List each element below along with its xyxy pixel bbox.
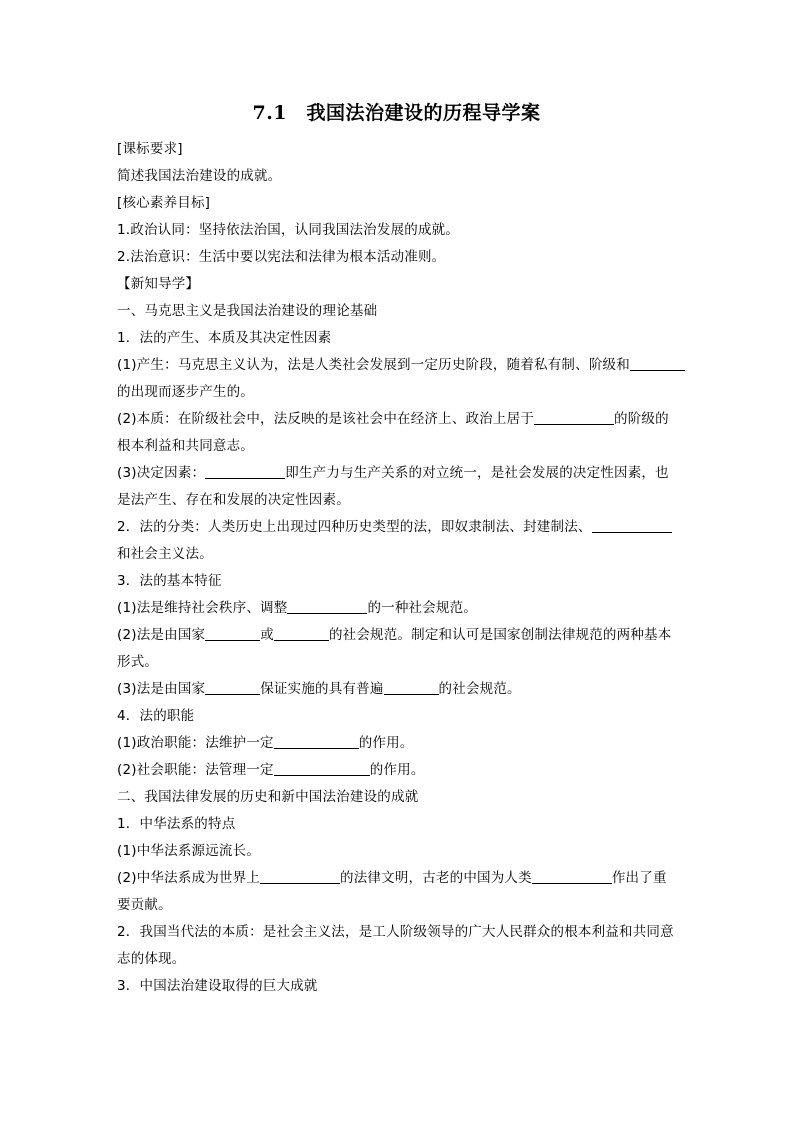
part1-q3b-line2: 形式。 — [117, 654, 159, 670]
p2q1b-text-mid2: 作出了重 — [611, 870, 667, 886]
part1-q1a-line1 — [117, 352, 679, 379]
part1-q1c-line2: 是法产生、存在和发展的决定性因素。 — [117, 492, 350, 508]
fill-blank[interactable] — [274, 625, 329, 641]
part1-q3c — [117, 676, 679, 703]
part2-q3: 3．中国法治建设取得的巨大成就 — [117, 978, 318, 994]
core-literacy-item-2: 2.法治意识：生活中要以宪法和法律为根本活动准则。 — [117, 249, 446, 265]
p2q1b-text-pre: (2)中华法系成为世界上 — [117, 870, 261, 886]
fill-blank[interactable] — [205, 463, 285, 479]
curriculum-text: 简述我国法治建设的成就。 — [117, 168, 282, 184]
fill-blank[interactable] — [534, 409, 614, 425]
part2-q1: 1．中华法系的特点 — [117, 816, 236, 832]
core-literacy-item-1: 1.政治认同：坚持依法治国，认同我国法治发展的成就。 — [117, 222, 460, 238]
q3c-text-mid: 保证实施的具有普遍 — [260, 681, 384, 697]
fill-blank[interactable] — [287, 598, 367, 614]
q4b-text-pre: (2)社会职能：法管理一定 — [117, 762, 274, 778]
q3b-text-mid2: 的社会规范。制定和认可是国家创制法律规范的两种基本 — [328, 627, 672, 643]
page-title: 7.1 我国法治建设的历程导学案 — [252, 102, 541, 124]
part1-q1: 1．法的产生、本质及其决定性因素 — [117, 330, 332, 346]
part1-q3: 3．法的基本特征 — [117, 573, 222, 589]
fill-blank[interactable] — [592, 517, 672, 533]
q1c-text-pre: (3)决定因素： — [117, 465, 206, 481]
q3a-text-pre: (1)法是维持社会秩序、调整 — [117, 600, 288, 616]
q3c-text-pre: (3)法是由国家 — [117, 681, 206, 697]
q4a-text-post: 的作用。 — [358, 735, 414, 751]
q4a-text-pre: (1)政治职能：法维护一定 — [117, 735, 274, 751]
part1-q2-line2: 和社会主义法。 — [117, 546, 213, 562]
q3b-text-pre: (2)法是由国家 — [117, 627, 206, 643]
q4b-text-post: 的作用。 — [369, 762, 425, 778]
q3c-text-post: 的社会规范。 — [438, 681, 521, 697]
part1-q4a — [117, 730, 679, 757]
fill-blank[interactable] — [384, 679, 439, 695]
fill-blank[interactable] — [630, 355, 685, 371]
q3b-text-mid1: 或 — [260, 627, 274, 643]
fill-blank[interactable] — [260, 868, 340, 884]
part1-q1c-line1 — [117, 460, 679, 487]
core-literacy-label: [核心素养目标] — [117, 195, 211, 211]
fill-blank[interactable] — [274, 760, 370, 776]
part1-q3a — [117, 595, 679, 622]
part1-q4b — [117, 757, 679, 784]
fill-blank[interactable] — [274, 733, 359, 749]
part2-q1b-line2: 要贡献。 — [117, 897, 172, 913]
curriculum-label: [课标要求] — [117, 141, 183, 157]
q1a-text-pre: (1)产生：马克思主义认为，法是人类社会发展到一定历史阶段，随着私有制、阶级和 — [117, 357, 630, 373]
part2-q2-line2: 志的体现。 — [117, 951, 186, 967]
part2-q1a: (1)中华法系源远流长。 — [117, 843, 261, 859]
part2-q2-line1: 2．我国当代法的本质：是社会主义法，是工人阶级领导的广大人民群众的根本利益和共同意 — [117, 924, 674, 940]
q1c-text-mid: 即生产力与生产关系的对立统一，是社会发展的决定性因素，也 — [285, 465, 669, 481]
part2-heading: 二、我国法律发展的历史和新中国法治建设的成就 — [117, 789, 419, 805]
document-body — [117, 136, 679, 1000]
q2-text-pre: 2．法的分类：人类历史上出现过四种历史类型的法，即奴隶制法、封建制法、 — [117, 519, 592, 535]
fill-blank[interactable] — [205, 679, 260, 695]
part1-q1b-line2: 根本利益和共同意志。 — [117, 438, 254, 454]
q1b-text-mid: 的阶级的 — [614, 411, 669, 427]
part1-q2-line1 — [117, 514, 679, 541]
part1-q3b-line1 — [117, 622, 679, 649]
fill-blank[interactable] — [532, 868, 612, 884]
part1-q1a-line2: 的出现而逐步产生的。 — [117, 384, 254, 400]
new-knowledge-label: 【新知导学】 — [117, 276, 200, 292]
q1b-text-pre: (2)本质：在阶级社会中，法反映的是该社会中在经济上、政治上居于 — [117, 411, 535, 427]
part1-q4: 4．法的职能 — [117, 708, 195, 724]
p2q1b-text-mid: 的法律文明，古老的中国为人类 — [340, 870, 532, 886]
q3a-text-post: 的一种社会规范。 — [367, 600, 478, 616]
part1-q1b-line1 — [117, 406, 679, 433]
fill-blank[interactable] — [205, 625, 260, 641]
part2-q1b-line1 — [117, 865, 679, 892]
part1-heading: 一、马克思主义是我国法治建设的理论基础 — [117, 303, 378, 319]
